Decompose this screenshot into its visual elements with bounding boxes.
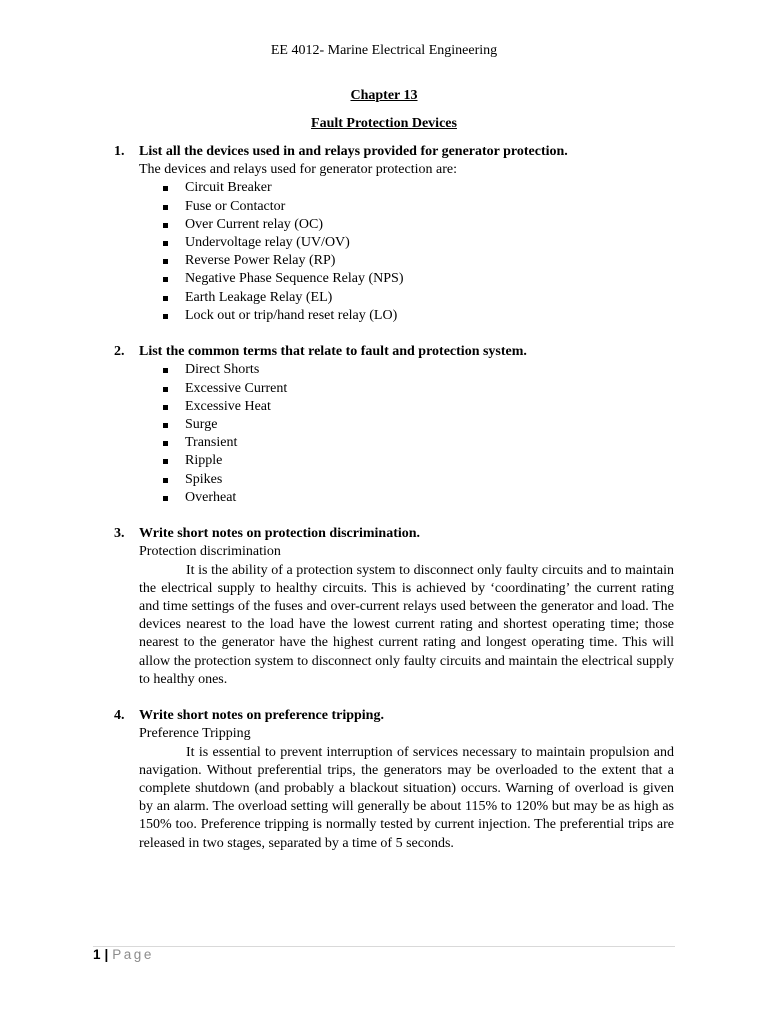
page-footer (93, 947, 154, 962)
page-number: 1 (93, 947, 101, 962)
question-text: Write short notes on protection discrimination. (139, 526, 421, 542)
list-item: Lock out or trip/hand reset relay (LO) (185, 307, 674, 325)
question-number: 4. (114, 708, 125, 724)
list-item: Reverse Power Relay (RP) (185, 252, 674, 270)
list-item: Direct Shorts (185, 361, 674, 379)
chapter-title: Chapter 13 (350, 88, 418, 103)
list-item: Fuse or Contactor (185, 198, 674, 216)
list-item: Circuit Breaker (185, 179, 674, 197)
answer-paragraph: It is essential to prevent interruption of services necessary to maintain propulsion and navigation. Without preferential trips, the generators may be overloaded to the extent that a complete shutdown (and probably a blackout situation) occurs. Warning of overload is given by an alarm. The overload setting will generally be about 115% to 120% but may be as high as 150% too. Preference tripping is normally tested by current injection. The preferential trips are released in two stages, separated by a time of 5 seconds. (139, 744, 674, 851)
question-1 (114, 143, 674, 325)
list-item: Negative Phase Sequence Relay (NPS) (185, 270, 674, 288)
list-item: Undervoltage relay (UV/OV) (185, 234, 674, 252)
list-item: Overheat (185, 489, 674, 507)
page-label: Page (112, 947, 154, 962)
footer-divider (93, 946, 675, 947)
answer-intro: The devices and relays used for generator protection are: (139, 162, 457, 178)
list-item: Ripple (185, 452, 674, 470)
question-number: 3. (114, 526, 125, 542)
list-item: Surge (185, 416, 674, 434)
list-item: Over Current relay (OC) (185, 216, 674, 234)
list-item: Spikes (185, 471, 674, 489)
question-3 (114, 525, 674, 689)
section-title: Fault Protection Devices (311, 116, 457, 131)
question-text: List the common terms that relate to fault and protection system. (139, 344, 527, 360)
list-item: Earth Leakage Relay (EL) (185, 289, 674, 307)
answer-heading: Protection discrimination (139, 544, 281, 560)
question-number: 2. (114, 344, 125, 360)
question-2 (114, 343, 674, 507)
answer-paragraph: It is the ability of a protection system to disconnect only faulty circuits and to maintain the electrical supply to healthy circuits. This is achieved by ‘coordinating’ the current rating and time settings of the fuses and over-current relays used between the generator and load. The devices nearest to the load have the lowest current rating and shortest operating time; those nearest to the generator have the highest current rating and longest operating time. This will allow the protection system to disconnect only faulty circuits and maintain the electrical supply to healthy ones. (139, 562, 674, 687)
list-item: Transient (185, 434, 674, 452)
answer-heading: Preference Tripping (139, 726, 251, 742)
page-header: EE 4012- Marine Electrical Engineering (270, 43, 498, 58)
list-item: Excessive Heat (185, 398, 674, 416)
question-text: Write short notes on preference tripping. (139, 708, 384, 724)
footer-separator: | (104, 947, 109, 962)
bullet-list (139, 361, 674, 507)
list-item: Excessive Current (185, 380, 674, 398)
bullet-list (139, 179, 674, 325)
document-body (114, 143, 674, 853)
question-text: List all the devices used in and relays provided for generator protection. (139, 144, 568, 159)
question-4 (114, 707, 674, 853)
question-number: 1. (114, 144, 125, 159)
